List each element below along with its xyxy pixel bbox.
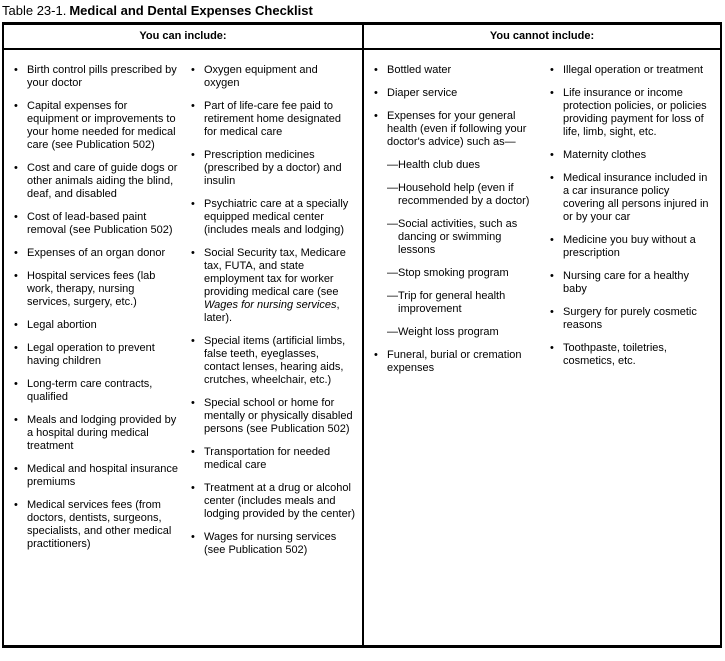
checklist-item bbox=[14, 211, 179, 237]
checklist-item bbox=[550, 64, 714, 77]
checklist-item bbox=[550, 342, 714, 368]
checklist-item-text: Toothpaste, toiletries, cosmetics, etc. bbox=[563, 342, 667, 367]
checklist-item-text: Special items (artificial limbs, false teeth, eyeglasses, contact lenses, hearing aids, crutches, wheelchair, etc.) bbox=[204, 335, 346, 386]
checklist-item bbox=[374, 64, 538, 77]
checklist-item-text: Meals and lodging provided by a hospital during medical treatment bbox=[27, 414, 177, 452]
bullet-icon: • bbox=[14, 319, 18, 331]
bullet-icon: • bbox=[14, 499, 18, 511]
table-body bbox=[4, 50, 720, 645]
cannot-include-section bbox=[362, 50, 720, 645]
table-title-main: Medical and Dental Expenses Checklist bbox=[69, 3, 313, 18]
checklist-item bbox=[550, 270, 714, 296]
checklist-subitem bbox=[387, 182, 538, 208]
bullet-icon: • bbox=[550, 172, 554, 184]
checklist-item-text: Maternity clothes bbox=[563, 149, 647, 161]
cannot-include-column-1 bbox=[374, 64, 538, 645]
bullet-icon: • bbox=[550, 234, 554, 246]
checklist-item bbox=[550, 87, 714, 139]
checklist-item bbox=[550, 149, 714, 162]
bullet-icon: • bbox=[14, 64, 18, 76]
checklist-item bbox=[14, 100, 179, 152]
checklist-item bbox=[191, 64, 356, 90]
checklist-item bbox=[550, 306, 714, 332]
checklist-item-text: —Weight loss program bbox=[387, 326, 499, 338]
bullet-icon: • bbox=[14, 463, 18, 475]
checklist-item-text: Prescription medicines (prescribed by a doctor) and insulin bbox=[204, 149, 342, 187]
bullet-icon: • bbox=[191, 149, 195, 161]
table-title bbox=[2, 3, 313, 19]
checklist-item-text: Transportation for needed medical care bbox=[204, 446, 331, 471]
checklist-item-text: Treatment at a drug or alcohol center (includes meals and lodging provided by the center) bbox=[204, 482, 356, 520]
checklist-item-text: —Health club dues bbox=[387, 159, 480, 171]
checklist-item-text: Hospital services fees (lab work, therapy, nursing services, surgery, etc.) bbox=[27, 270, 156, 308]
bullet-icon: • bbox=[14, 342, 18, 354]
checklist-item-text: Medical and hospital insurance premiums bbox=[27, 463, 179, 488]
checklist-item-text: Funeral, burial or cremation expenses bbox=[387, 349, 522, 374]
bullet-icon: • bbox=[14, 100, 18, 112]
checklist-item bbox=[191, 198, 356, 237]
checklist-subitem bbox=[387, 290, 538, 316]
checklist-item-text: Oxygen equipment and oxygen bbox=[204, 64, 318, 89]
can-include-header: You can include: bbox=[139, 30, 227, 42]
checklist-item bbox=[191, 482, 356, 521]
checklist-item-text: Nursing care for a healthy baby bbox=[563, 270, 689, 295]
checklist-item bbox=[14, 414, 179, 453]
bullet-icon: • bbox=[550, 342, 554, 354]
bullet-icon: • bbox=[191, 100, 195, 112]
checklist-item-text: Medical insurance included in a car insurance policy covering all persons injured in or by your car bbox=[563, 172, 709, 223]
checklist-item-text: Social Security tax, Medicare tax, FUTA, and state employment tax for worker providing medical care (see Wages for nursing services, later). bbox=[204, 247, 346, 324]
checklist-item bbox=[14, 378, 179, 404]
checklist-item bbox=[14, 319, 179, 332]
checklist-item-text: —Trip for general health improvement bbox=[387, 290, 506, 315]
checklist-item-text: Expenses for your general health (even if following your doctor's advice) such as— bbox=[387, 110, 527, 148]
checklist-item bbox=[550, 234, 714, 260]
checklist-item bbox=[191, 247, 356, 325]
checklist-item-text: —Household help (even if recommended by a doctor) bbox=[387, 182, 530, 207]
checklist-item-text: Cost and care of guide dogs or other animals aiding the blind, deaf, and disabled bbox=[27, 162, 178, 200]
table-header-row bbox=[4, 25, 720, 50]
checklist-item bbox=[191, 397, 356, 436]
bullet-icon: • bbox=[374, 110, 378, 122]
checklist-item-text: Part of life-care fee paid to retirement home designated for medical care bbox=[204, 100, 341, 138]
bullet-icon: • bbox=[550, 306, 554, 318]
bullet-icon: • bbox=[14, 378, 18, 390]
medical-dental-checklist-table bbox=[2, 22, 722, 648]
bullet-icon: • bbox=[374, 64, 378, 76]
checklist-item-text: Surgery for purely cosmetic reasons bbox=[563, 306, 697, 331]
bullet-icon: • bbox=[14, 162, 18, 174]
checklist-item-text: Legal abortion bbox=[27, 319, 97, 331]
bullet-icon: • bbox=[550, 149, 554, 161]
checklist-item-text: Illegal operation or treatment bbox=[563, 64, 704, 76]
checklist-item-text: Psychiatric care at a specially equipped medical center (includes meals and lodging) bbox=[204, 198, 349, 236]
checklist-item-text: Cost of lead-based paint removal (see Publication 502) bbox=[27, 211, 173, 236]
checklist-item-text: Life insurance or income protection policies, or policies providing payment for loss of life, limb, sight, etc. bbox=[563, 87, 707, 138]
checklist-subitem bbox=[387, 218, 538, 257]
checklist-item-text: Diaper service bbox=[387, 87, 458, 99]
cannot-include-header: You cannot include: bbox=[362, 25, 720, 48]
checklist-item-text: Bottled water bbox=[387, 64, 452, 76]
bullet-icon: • bbox=[191, 446, 195, 458]
cannot-include-column-2 bbox=[550, 64, 714, 645]
bullet-icon: • bbox=[191, 531, 195, 543]
bullet-icon: • bbox=[14, 247, 18, 259]
can-include-column-1 bbox=[14, 64, 179, 645]
checklist-subitem bbox=[387, 267, 538, 280]
bullet-icon: • bbox=[374, 87, 378, 99]
checklist-item-text: Special school or home for mentally or physically disabled persons (see Publication 502) bbox=[204, 397, 353, 435]
checklist-item-text: Medical services fees (from doctors, dentists, surgeons, specialists, and other medical practitioners) bbox=[27, 499, 172, 550]
bullet-icon: • bbox=[191, 397, 195, 409]
checklist-item bbox=[191, 531, 356, 557]
checklist-item bbox=[14, 270, 179, 309]
checklist-item-text: Capital expenses for equipment or improvements to your home needed for medical care (see Publication 502) bbox=[27, 100, 176, 151]
checklist-item-text: Legal operation to prevent having children bbox=[27, 342, 155, 367]
bullet-icon: • bbox=[14, 414, 18, 426]
checklist-item bbox=[14, 247, 179, 260]
bullet-icon: • bbox=[550, 270, 554, 282]
can-include-section bbox=[4, 50, 362, 645]
can-include-column-2 bbox=[191, 64, 356, 645]
checklist-item bbox=[14, 162, 179, 201]
checklist-item-text: —Social activities, such as dancing or swimming lessons bbox=[387, 218, 518, 256]
bullet-icon: • bbox=[191, 247, 195, 259]
bullet-icon: • bbox=[14, 270, 18, 282]
checklist-item bbox=[14, 64, 179, 90]
bullet-icon: • bbox=[550, 64, 554, 76]
bullet-icon: • bbox=[191, 198, 195, 210]
checklist-item bbox=[374, 110, 538, 149]
checklist-item bbox=[191, 100, 356, 139]
checklist-item-text: Medicine you buy without a prescription bbox=[563, 234, 696, 259]
checklist-item bbox=[374, 87, 538, 100]
checklist-item bbox=[191, 446, 356, 472]
checklist-item bbox=[550, 172, 714, 224]
checklist-item-text: —Stop smoking program bbox=[387, 267, 509, 279]
bullet-icon: • bbox=[191, 335, 195, 347]
checklist-subitem bbox=[387, 326, 538, 339]
checklist-item bbox=[14, 463, 179, 489]
checklist-item bbox=[191, 149, 356, 188]
checklist-subitem bbox=[387, 159, 538, 172]
bullet-icon: • bbox=[550, 87, 554, 99]
checklist-item bbox=[14, 342, 179, 368]
checklist-item bbox=[374, 349, 538, 375]
checklist-item-text: Wages for nursing services (see Publication 502) bbox=[204, 531, 337, 556]
bullet-icon: • bbox=[191, 64, 195, 76]
bullet-icon: • bbox=[374, 349, 378, 361]
checklist-item-text: Long-term care contracts, qualified bbox=[27, 378, 153, 403]
bullet-icon: • bbox=[191, 482, 195, 494]
checklist-item-text: Expenses of an organ donor bbox=[27, 247, 166, 259]
bullet-icon: • bbox=[14, 211, 18, 223]
checklist-item-text: Birth control pills prescribed by your doctor bbox=[27, 64, 177, 89]
checklist-item bbox=[14, 499, 179, 551]
checklist-item bbox=[191, 335, 356, 387]
table-title-prefix: Table 23-1. bbox=[2, 3, 67, 18]
